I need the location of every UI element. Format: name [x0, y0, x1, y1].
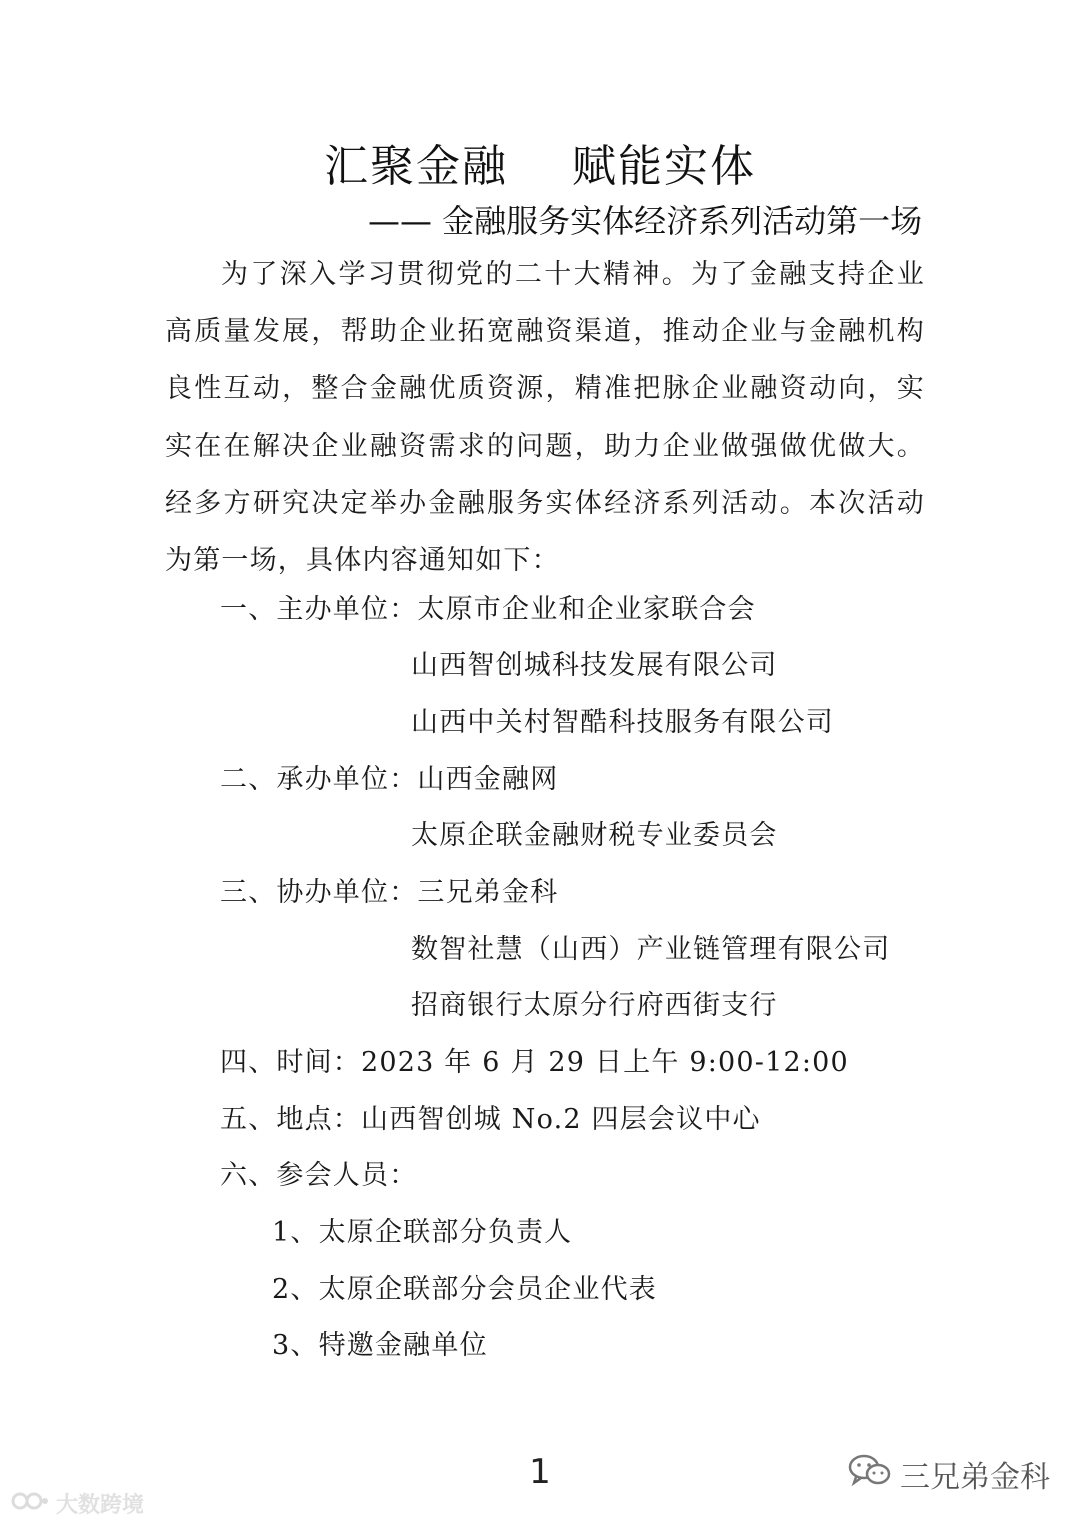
organizers-row — [220, 590, 756, 630]
location-row: 五、地点：山西智创城 No.2 四层会议中心 — [220, 1104, 761, 1135]
attendee-item: 3、特邀金融单位 — [272, 1330, 488, 1361]
co-organizer-item: 招商银行太原分行府西街支行 — [411, 990, 778, 1021]
co-organizer-item: 三兄弟金科 — [417, 877, 559, 908]
undertaker-item: 太原企联金融财税专业委员会 — [411, 820, 778, 851]
organizer-item: 山西中关村智酷科技服务有限公司 — [411, 707, 834, 738]
watermark-left — [10, 1488, 144, 1519]
organizer-item: 太原市企业和企业家联合会 — [417, 594, 756, 625]
attendee-item: 1、太原企联部分负责人 — [272, 1217, 573, 1248]
attendee-item: 2、太原企联部分会员企业代表 — [272, 1274, 657, 1305]
co-organizers-label: 三、协办单位： — [220, 877, 418, 908]
document-subtitle: —— 金融服务实体经济系列活动第一场 — [368, 202, 923, 240]
organizer-item: 山西智创城科技发展有限公司 — [411, 650, 778, 681]
intro-paragraph: 为了深入学习贯彻党的二十大精神。为了金融支持企业高质量发展，帮助企业拓宽融资渠道，推动企业与金融机构良性互动，整合金融优质资源，精准把脉企业融资动向，实实在在解决企业融资需求的问题，助力企业做强做优做大。经多方研究决定举办金融服务实体经济系列活动。本次活动为第一场，具体内容通知如下： — [165, 259, 925, 577]
organizers-label: 一、主办单位： — [220, 594, 418, 625]
watermark-logo-icon — [10, 1489, 50, 1519]
watermark-right-text: 三兄弟金科 — [900, 1460, 1050, 1495]
co-organizers-row — [220, 873, 558, 913]
watermark-right — [848, 1452, 1050, 1496]
watermark-left-text: 大数跨境 — [56, 1493, 145, 1518]
undertakers-row — [220, 760, 558, 800]
undertaker-item: 山西金融网 — [417, 764, 559, 795]
time-row: 四、时间：2023 年 6 月 29 日上午 9:00-12:00 — [220, 1047, 849, 1078]
attendees-label: 六、参会人员： — [220, 1160, 418, 1191]
document-title: 汇聚金融 赋能实体 — [324, 141, 756, 192]
co-organizer-item: 数智社慧（山西）产业链管理有限公司 — [411, 934, 891, 965]
page-number: 1 — [529, 1452, 551, 1492]
wechat-icon — [848, 1453, 892, 1495]
undertakers-label: 二、承办单位： — [220, 764, 418, 795]
